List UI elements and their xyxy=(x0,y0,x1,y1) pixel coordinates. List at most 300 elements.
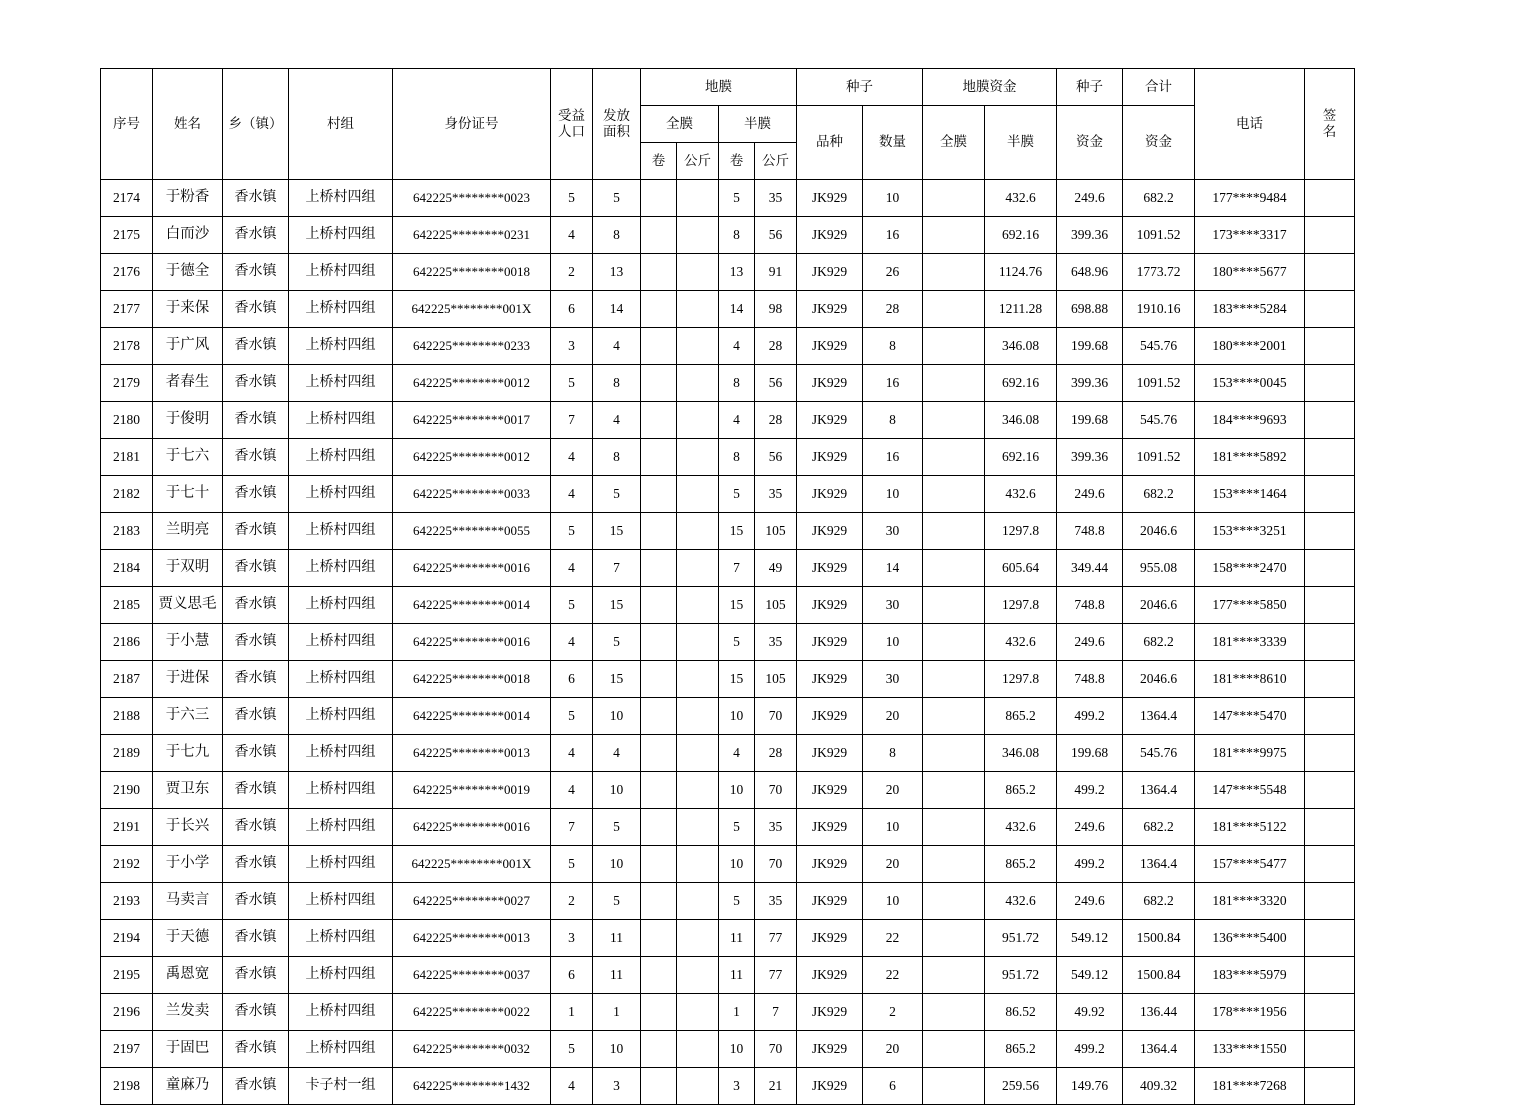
cell-telephone: 177****9484 xyxy=(1195,180,1305,217)
cell-signature[interactable] xyxy=(1305,217,1355,254)
sub-header-fund-seed: 资金 xyxy=(1057,106,1123,180)
cell-half-kg: 21 xyxy=(755,1068,797,1105)
cell-id-card: 642225********0016 xyxy=(393,550,551,587)
cell-seq: 2175 xyxy=(101,217,153,254)
cell-full-rolls xyxy=(641,587,677,624)
cell-population: 6 xyxy=(551,661,593,698)
cell-town: 香水镇 xyxy=(223,254,289,291)
cell-quantity: 20 xyxy=(863,846,923,883)
cell-fund-half: 1124.76 xyxy=(985,254,1057,291)
cell-half-rolls: 5 xyxy=(719,809,755,846)
col-header-area xyxy=(593,69,641,180)
cell-village: 上桥村四组 xyxy=(289,698,393,735)
cell-half-kg: 35 xyxy=(755,180,797,217)
cell-fund-full xyxy=(923,735,985,772)
cell-fund-total: 1091.52 xyxy=(1123,217,1195,254)
col-header-village: 村组 xyxy=(289,69,393,180)
cell-population: 5 xyxy=(551,846,593,883)
cell-signature[interactable] xyxy=(1305,698,1355,735)
cell-half-kg: 35 xyxy=(755,624,797,661)
cell-id-card: 642225********0012 xyxy=(393,365,551,402)
cell-village: 上桥村四组 xyxy=(289,513,393,550)
cell-fund-half: 1297.8 xyxy=(985,587,1057,624)
cell-id-card: 642225********0012 xyxy=(393,439,551,476)
cell-full-kg xyxy=(677,698,719,735)
cell-variety: JK929 xyxy=(797,957,863,994)
cell-village: 上桥村四组 xyxy=(289,254,393,291)
sub-header-half-film: 半膜 xyxy=(719,106,797,143)
cell-fund-half: 86.52 xyxy=(985,994,1057,1031)
cell-fund-seed: 399.36 xyxy=(1057,217,1123,254)
cell-seq: 2177 xyxy=(101,291,153,328)
group-header-film-fund: 地膜资金 xyxy=(923,69,1057,106)
cell-full-rolls xyxy=(641,513,677,550)
cell-fund-seed: 549.12 xyxy=(1057,957,1123,994)
cell-quantity: 10 xyxy=(863,883,923,920)
cell-population: 4 xyxy=(551,550,593,587)
cell-fund-full xyxy=(923,1068,985,1105)
cell-fund-full xyxy=(923,365,985,402)
cell-fund-half: 346.08 xyxy=(985,328,1057,365)
cell-signature[interactable] xyxy=(1305,476,1355,513)
cell-signature[interactable] xyxy=(1305,846,1355,883)
cell-town: 香水镇 xyxy=(223,624,289,661)
table-header xyxy=(101,69,1355,180)
cell-half-rolls: 14 xyxy=(719,291,755,328)
cell-fund-seed: 199.68 xyxy=(1057,402,1123,439)
cell-town: 香水镇 xyxy=(223,587,289,624)
cell-fund-seed: 399.36 xyxy=(1057,365,1123,402)
cell-fund-seed: 698.88 xyxy=(1057,291,1123,328)
cell-variety: JK929 xyxy=(797,365,863,402)
cell-variety: JK929 xyxy=(797,920,863,957)
cell-name: 于广风 xyxy=(153,328,223,365)
cell-town: 香水镇 xyxy=(223,513,289,550)
cell-fund-full xyxy=(923,513,985,550)
cell-signature[interactable] xyxy=(1305,920,1355,957)
cell-area: 15 xyxy=(593,513,641,550)
cell-id-card: 642225********0032 xyxy=(393,1031,551,1068)
cell-full-kg xyxy=(677,735,719,772)
cell-fund-total: 1091.52 xyxy=(1123,365,1195,402)
cell-half-rolls: 10 xyxy=(719,698,755,735)
cell-seq: 2190 xyxy=(101,772,153,809)
cell-area: 5 xyxy=(593,809,641,846)
cell-signature[interactable] xyxy=(1305,809,1355,846)
cell-name: 于小慧 xyxy=(153,624,223,661)
area-line-1: 发放 xyxy=(603,108,630,124)
cell-variety: JK929 xyxy=(797,661,863,698)
cell-population: 3 xyxy=(551,920,593,957)
cell-full-rolls xyxy=(641,291,677,328)
cell-fund-half: 432.6 xyxy=(985,809,1057,846)
cell-full-rolls xyxy=(641,217,677,254)
cell-area: 10 xyxy=(593,698,641,735)
cell-fund-half: 432.6 xyxy=(985,180,1057,217)
cell-seq: 2181 xyxy=(101,439,153,476)
cell-area: 5 xyxy=(593,624,641,661)
cell-area: 11 xyxy=(593,957,641,994)
cell-fund-total: 545.76 xyxy=(1123,735,1195,772)
cell-town: 香水镇 xyxy=(223,883,289,920)
table-row xyxy=(101,661,1355,698)
cell-name: 于七九 xyxy=(153,735,223,772)
cell-full-kg xyxy=(677,217,719,254)
cell-fund-total: 682.2 xyxy=(1123,180,1195,217)
cell-telephone: 183****5284 xyxy=(1195,291,1305,328)
sub-header-fund-total: 资金 xyxy=(1123,106,1195,180)
cell-area: 4 xyxy=(593,328,641,365)
cell-seq: 2178 xyxy=(101,328,153,365)
cell-name: 马卖言 xyxy=(153,883,223,920)
cell-fund-full xyxy=(923,809,985,846)
table-row xyxy=(101,365,1355,402)
cell-area: 5 xyxy=(593,476,641,513)
cell-half-rolls: 4 xyxy=(719,328,755,365)
cell-fund-seed: 499.2 xyxy=(1057,1031,1123,1068)
cell-signature[interactable] xyxy=(1305,1031,1355,1068)
col-header-name: 姓名 xyxy=(153,69,223,180)
cell-telephone: 181****9975 xyxy=(1195,735,1305,772)
cell-area: 15 xyxy=(593,587,641,624)
cell-village: 卡子村一组 xyxy=(289,1068,393,1105)
cell-full-rolls xyxy=(641,846,677,883)
cell-village: 上桥村四组 xyxy=(289,365,393,402)
cell-full-rolls xyxy=(641,624,677,661)
cell-full-kg xyxy=(677,402,719,439)
cell-telephone: 180****5677 xyxy=(1195,254,1305,291)
cell-variety: JK929 xyxy=(797,994,863,1031)
cell-fund-seed: 149.76 xyxy=(1057,1068,1123,1105)
cell-fund-full xyxy=(923,587,985,624)
cell-fund-full xyxy=(923,550,985,587)
cell-fund-total: 1500.84 xyxy=(1123,920,1195,957)
col-header-seq: 序号 xyxy=(101,69,153,180)
cell-signature[interactable] xyxy=(1305,402,1355,439)
cell-half-rolls: 5 xyxy=(719,624,755,661)
cell-full-rolls xyxy=(641,180,677,217)
cell-signature[interactable] xyxy=(1305,254,1355,291)
cell-fund-seed: 249.6 xyxy=(1057,883,1123,920)
cell-name: 兰明亮 xyxy=(153,513,223,550)
cell-fund-seed: 648.96 xyxy=(1057,254,1123,291)
table-row xyxy=(101,402,1355,439)
cell-signature[interactable] xyxy=(1305,735,1355,772)
cell-variety: JK929 xyxy=(797,883,863,920)
cell-name: 白而沙 xyxy=(153,217,223,254)
cell-fund-seed: 249.6 xyxy=(1057,180,1123,217)
cell-town: 香水镇 xyxy=(223,772,289,809)
cell-half-kg: 7 xyxy=(755,994,797,1031)
cell-variety: JK929 xyxy=(797,735,863,772)
cell-full-kg xyxy=(677,1068,719,1105)
cell-area: 11 xyxy=(593,920,641,957)
cell-quantity: 16 xyxy=(863,217,923,254)
cell-full-kg xyxy=(677,291,719,328)
cell-name: 兰发卖 xyxy=(153,994,223,1031)
cell-village: 上桥村四组 xyxy=(289,402,393,439)
cell-signature[interactable] xyxy=(1305,624,1355,661)
sub-header-full-film: 全膜 xyxy=(641,106,719,143)
cell-fund-seed: 549.12 xyxy=(1057,920,1123,957)
table-row xyxy=(101,1068,1355,1105)
cell-seq: 2188 xyxy=(101,698,153,735)
cell-fund-full xyxy=(923,661,985,698)
cell-fund-full xyxy=(923,1031,985,1068)
cell-seq: 2198 xyxy=(101,1068,153,1105)
cell-full-kg xyxy=(677,439,719,476)
table-row xyxy=(101,439,1355,476)
cell-town: 香水镇 xyxy=(223,735,289,772)
cell-full-rolls xyxy=(641,735,677,772)
cell-village: 上桥村四组 xyxy=(289,809,393,846)
cell-name: 于粉香 xyxy=(153,180,223,217)
cell-name: 于天德 xyxy=(153,920,223,957)
cell-seq: 2189 xyxy=(101,735,153,772)
table-row xyxy=(101,994,1355,1031)
cell-signature[interactable] xyxy=(1305,513,1355,550)
cell-fund-half: 259.56 xyxy=(985,1068,1057,1105)
cell-village: 上桥村四组 xyxy=(289,291,393,328)
cell-telephone: 133****1550 xyxy=(1195,1031,1305,1068)
cell-full-rolls xyxy=(641,550,677,587)
cell-half-kg: 56 xyxy=(755,439,797,476)
sub-header-half-rolls: 卷 xyxy=(719,143,755,180)
cell-half-rolls: 4 xyxy=(719,735,755,772)
cell-half-kg: 56 xyxy=(755,365,797,402)
sub-header-fund-half: 半膜 xyxy=(985,106,1057,180)
cell-full-rolls xyxy=(641,1068,677,1105)
cell-quantity: 10 xyxy=(863,809,923,846)
cell-name: 贾卫东 xyxy=(153,772,223,809)
cell-fund-total: 136.44 xyxy=(1123,994,1195,1031)
table-row xyxy=(101,476,1355,513)
cell-population: 4 xyxy=(551,217,593,254)
cell-village: 上桥村四组 xyxy=(289,1031,393,1068)
cell-seq: 2176 xyxy=(101,254,153,291)
cell-name: 于双明 xyxy=(153,550,223,587)
cell-variety: JK929 xyxy=(797,772,863,809)
cell-signature[interactable] xyxy=(1305,439,1355,476)
cell-signature[interactable] xyxy=(1305,883,1355,920)
cell-fund-half: 432.6 xyxy=(985,624,1057,661)
cell-population: 4 xyxy=(551,1068,593,1105)
cell-half-kg: 35 xyxy=(755,883,797,920)
cell-seq: 2195 xyxy=(101,957,153,994)
cell-telephone: 181****5892 xyxy=(1195,439,1305,476)
cell-half-rolls: 15 xyxy=(719,513,755,550)
cell-signature[interactable] xyxy=(1305,661,1355,698)
cell-fund-seed: 499.2 xyxy=(1057,846,1123,883)
cell-signature[interactable] xyxy=(1305,1068,1355,1105)
cell-variety: JK929 xyxy=(797,217,863,254)
cell-fund-seed: 249.6 xyxy=(1057,476,1123,513)
cell-fund-total: 1773.72 xyxy=(1123,254,1195,291)
cell-quantity: 30 xyxy=(863,587,923,624)
cell-village: 上桥村四组 xyxy=(289,772,393,809)
cell-variety: JK929 xyxy=(797,476,863,513)
cell-town: 香水镇 xyxy=(223,180,289,217)
table-row xyxy=(101,513,1355,550)
cell-signature[interactable] xyxy=(1305,957,1355,994)
cell-half-rolls: 13 xyxy=(719,254,755,291)
cell-telephone: 184****9693 xyxy=(1195,402,1305,439)
cell-quantity: 20 xyxy=(863,698,923,735)
cell-quantity: 8 xyxy=(863,402,923,439)
cell-quantity: 8 xyxy=(863,735,923,772)
cell-seq: 2197 xyxy=(101,1031,153,1068)
cell-name: 于固巴 xyxy=(153,1031,223,1068)
cell-village: 上桥村四组 xyxy=(289,587,393,624)
cell-seq: 2191 xyxy=(101,809,153,846)
cell-half-kg: 98 xyxy=(755,291,797,328)
cell-telephone: 153****3251 xyxy=(1195,513,1305,550)
cell-half-kg: 28 xyxy=(755,735,797,772)
cell-village: 上桥村四组 xyxy=(289,550,393,587)
cell-half-rolls: 11 xyxy=(719,920,755,957)
cell-full-kg xyxy=(677,513,719,550)
cell-fund-full xyxy=(923,883,985,920)
cell-area: 1 xyxy=(593,994,641,1031)
cell-population: 2 xyxy=(551,254,593,291)
cell-fund-seed: 748.8 xyxy=(1057,513,1123,550)
cell-town: 香水镇 xyxy=(223,476,289,513)
cell-signature[interactable] xyxy=(1305,291,1355,328)
cell-signature[interactable] xyxy=(1305,180,1355,217)
cell-fund-total: 1364.4 xyxy=(1123,698,1195,735)
cell-population: 4 xyxy=(551,476,593,513)
cell-full-rolls xyxy=(641,994,677,1031)
cell-name: 者春生 xyxy=(153,365,223,402)
cell-fund-half: 432.6 xyxy=(985,883,1057,920)
cell-village: 上桥村四组 xyxy=(289,217,393,254)
cell-fund-seed: 499.2 xyxy=(1057,698,1123,735)
cell-half-rolls: 10 xyxy=(719,1031,755,1068)
cell-variety: JK929 xyxy=(797,624,863,661)
table-row xyxy=(101,772,1355,809)
cell-telephone: 181****7268 xyxy=(1195,1068,1305,1105)
cell-name: 童麻乃 xyxy=(153,1068,223,1105)
cell-full-kg xyxy=(677,1031,719,1068)
cell-telephone: 158****2470 xyxy=(1195,550,1305,587)
area-line-2: 面积 xyxy=(603,124,630,139)
population-line-1: 受益 xyxy=(558,108,585,124)
cell-seq: 2186 xyxy=(101,624,153,661)
cell-full-rolls xyxy=(641,698,677,735)
cell-quantity: 14 xyxy=(863,550,923,587)
cell-variety: JK929 xyxy=(797,180,863,217)
cell-quantity: 6 xyxy=(863,1068,923,1105)
cell-area: 5 xyxy=(593,883,641,920)
cell-full-kg xyxy=(677,846,719,883)
cell-half-rolls: 5 xyxy=(719,476,755,513)
cell-quantity: 8 xyxy=(863,328,923,365)
cell-half-kg: 28 xyxy=(755,402,797,439)
cell-fund-full xyxy=(923,439,985,476)
cell-variety: JK929 xyxy=(797,846,863,883)
cell-half-kg: 105 xyxy=(755,587,797,624)
cell-seq: 2193 xyxy=(101,883,153,920)
cell-fund-full xyxy=(923,291,985,328)
cell-full-rolls xyxy=(641,254,677,291)
cell-signature[interactable] xyxy=(1305,365,1355,402)
cell-signature[interactable] xyxy=(1305,587,1355,624)
cell-half-rolls: 8 xyxy=(719,439,755,476)
cell-population: 5 xyxy=(551,587,593,624)
cell-fund-total: 682.2 xyxy=(1123,809,1195,846)
cell-fund-seed: 748.8 xyxy=(1057,587,1123,624)
cell-village: 上桥村四组 xyxy=(289,180,393,217)
sub-header-variety: 品种 xyxy=(797,106,863,180)
cell-id-card: 642225********0231 xyxy=(393,217,551,254)
cell-id-card: 642225********0022 xyxy=(393,994,551,1031)
cell-name: 于六三 xyxy=(153,698,223,735)
cell-half-kg: 77 xyxy=(755,920,797,957)
cell-village: 上桥村四组 xyxy=(289,735,393,772)
cell-telephone: 173****3317 xyxy=(1195,217,1305,254)
cell-fund-total: 1364.4 xyxy=(1123,772,1195,809)
cell-telephone: 180****2001 xyxy=(1195,328,1305,365)
cell-quantity: 22 xyxy=(863,957,923,994)
cell-population: 4 xyxy=(551,439,593,476)
cell-half-kg: 77 xyxy=(755,957,797,994)
cell-telephone: 178****1956 xyxy=(1195,994,1305,1031)
cell-area: 4 xyxy=(593,402,641,439)
cell-area: 8 xyxy=(593,217,641,254)
cell-half-rolls: 11 xyxy=(719,957,755,994)
cell-id-card: 642225********001X xyxy=(393,846,551,883)
cell-name: 于七十 xyxy=(153,476,223,513)
cell-seq: 2174 xyxy=(101,180,153,217)
cell-id-card: 642225********001X xyxy=(393,291,551,328)
cell-signature[interactable] xyxy=(1305,772,1355,809)
cell-area: 14 xyxy=(593,291,641,328)
cell-id-card: 642225********0016 xyxy=(393,809,551,846)
cell-full-rolls xyxy=(641,661,677,698)
cell-quantity: 10 xyxy=(863,476,923,513)
cell-fund-half: 865.2 xyxy=(985,846,1057,883)
cell-fund-total: 682.2 xyxy=(1123,476,1195,513)
cell-telephone: 181****8610 xyxy=(1195,661,1305,698)
cell-fund-half: 346.08 xyxy=(985,402,1057,439)
cell-village: 上桥村四组 xyxy=(289,661,393,698)
signature-line-1: 签 xyxy=(1322,108,1337,124)
cell-signature[interactable] xyxy=(1305,994,1355,1031)
cell-name: 于来保 xyxy=(153,291,223,328)
cell-signature[interactable] xyxy=(1305,328,1355,365)
cell-fund-full xyxy=(923,476,985,513)
cell-population: 5 xyxy=(551,365,593,402)
cell-town: 香水镇 xyxy=(223,402,289,439)
cell-signature[interactable] xyxy=(1305,550,1355,587)
cell-half-kg: 56 xyxy=(755,217,797,254)
cell-full-rolls xyxy=(641,920,677,957)
cell-fund-total: 1364.4 xyxy=(1123,1031,1195,1068)
cell-telephone: 181****5122 xyxy=(1195,809,1305,846)
cell-fund-seed: 499.2 xyxy=(1057,772,1123,809)
cell-population: 3 xyxy=(551,328,593,365)
cell-full-rolls xyxy=(641,1031,677,1068)
cell-quantity: 16 xyxy=(863,439,923,476)
cell-full-rolls xyxy=(641,476,677,513)
cell-village: 上桥村四组 xyxy=(289,439,393,476)
cell-fund-half: 692.16 xyxy=(985,217,1057,254)
cell-village: 上桥村四组 xyxy=(289,920,393,957)
cell-name: 禹恩宽 xyxy=(153,957,223,994)
cell-half-kg: 91 xyxy=(755,254,797,291)
cell-population: 4 xyxy=(551,772,593,809)
cell-village: 上桥村四组 xyxy=(289,328,393,365)
